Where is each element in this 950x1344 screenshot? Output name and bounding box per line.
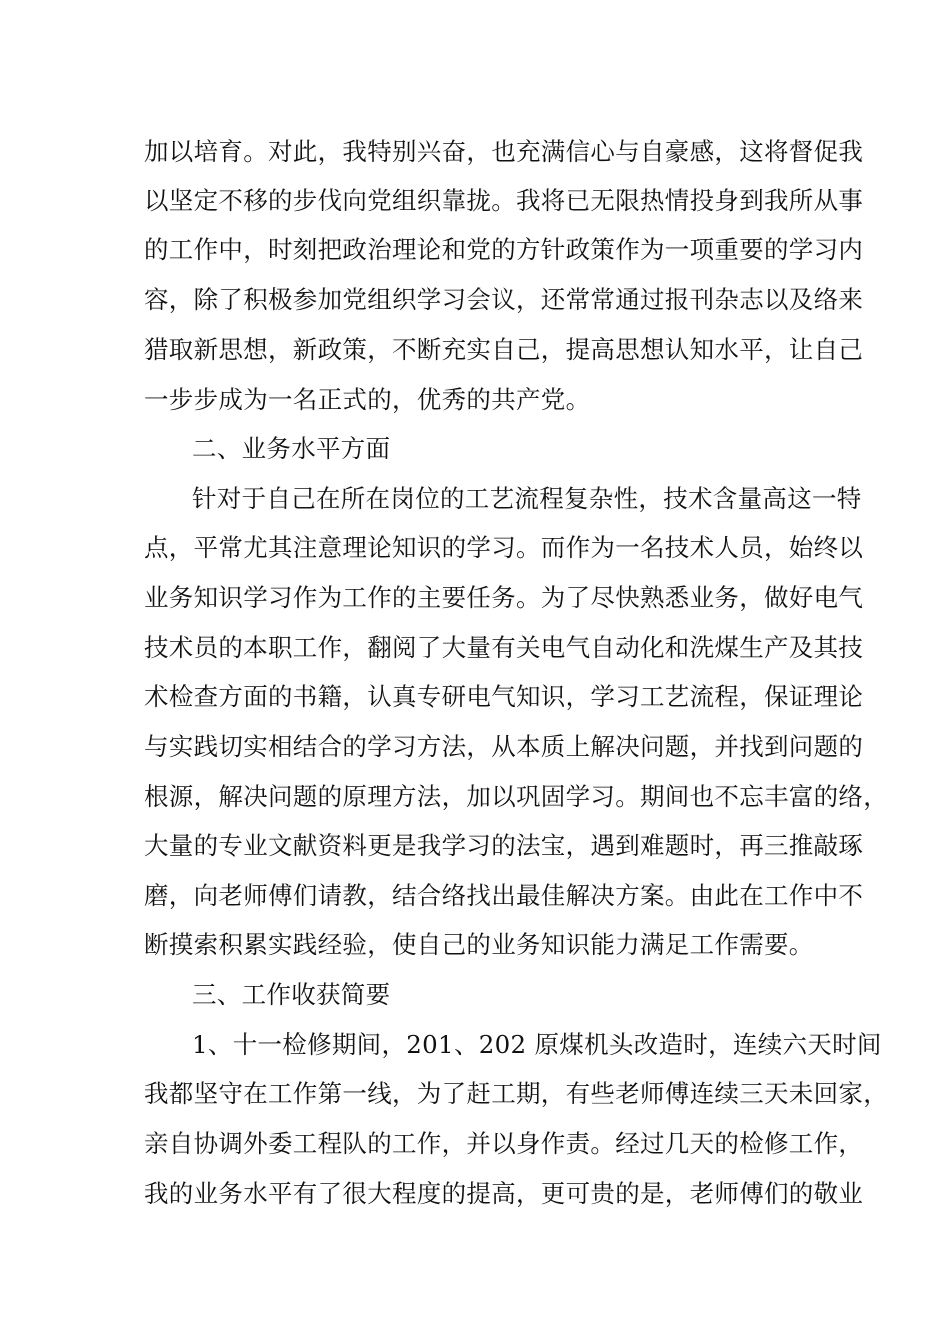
text-line: 一步步成为一名正式的，优秀的共产党。 xyxy=(144,385,591,414)
text-line: 与实践切实相结合的学习方法，从本质上解决问题，并找到问题的 xyxy=(144,732,864,761)
text-line: 磨，向老师傅们请教，结合络找出最佳解决方案。由此在工作中不 xyxy=(144,881,864,910)
text-line: 亲自协调外委工程队的工作，并以身作责。经过几天的检修工作， xyxy=(144,1129,864,1158)
text-line: 业务知识学习作为工作的主要任务。为了尽快熟悉业务，做好电气 xyxy=(144,583,864,612)
section-heading: 二、业务水平方面 xyxy=(192,434,391,463)
text-line: 大量的专业文献资料更是我学习的法宝，遇到难题时，再三推敲琢 xyxy=(144,831,864,860)
paragraph-first-line: 1、十一检修期间，201、202 原煤机头改造时，连续六天时间 xyxy=(192,1030,882,1059)
text-line: 点，平常尤其注意理论知识的学习。而作为一名技术人员，始终以 xyxy=(144,533,864,562)
text-line: 术检查方面的书籍，认真专研电气知识，学习工艺流程，保证理论 xyxy=(144,682,864,711)
text-line: 容，除了积极参加党组织学习会议，还常常通过报刊杂志以及络来 xyxy=(144,285,864,314)
text-line: 我都坚守在工作第一线，为了赶工期，有些老师傅连续三天未回家， xyxy=(144,1079,888,1108)
paragraph-first-line: 针对于自己在所在岗位的工艺流程复杂性，技术含量高这一特 xyxy=(192,484,862,513)
text-line: 技术员的本职工作，翻阅了大量有关电气自动化和洗煤生产及其技 xyxy=(144,633,864,662)
text-line: 的工作中，时刻把政治理论和党的方针政策作为一项重要的学习内 xyxy=(144,235,864,264)
text-line: 根源，解决问题的原理方法，加以巩固学习。期间也不忘丰富的络， xyxy=(144,782,888,811)
text-line: 以坚定不移的步伐向党组织靠拢。我将已无限热情投身到我所从事 xyxy=(144,186,864,215)
text-line: 猎取新思想，新政策，不断充实自己，提高思想认知水平，让自己 xyxy=(144,335,864,364)
text-line: 加以培育。对此，我特别兴奋，也充满信心与自豪感，这将督促我 xyxy=(144,137,864,166)
section-heading: 三、工作收获简要 xyxy=(192,980,391,1009)
text-line: 断摸索积累实践经验，使自己的业务知识能力满足工作需要。 xyxy=(144,930,814,959)
text-line: 我的业务水平有了很大程度的提高，更可贵的是，老师傅们的敬业 xyxy=(144,1179,864,1208)
